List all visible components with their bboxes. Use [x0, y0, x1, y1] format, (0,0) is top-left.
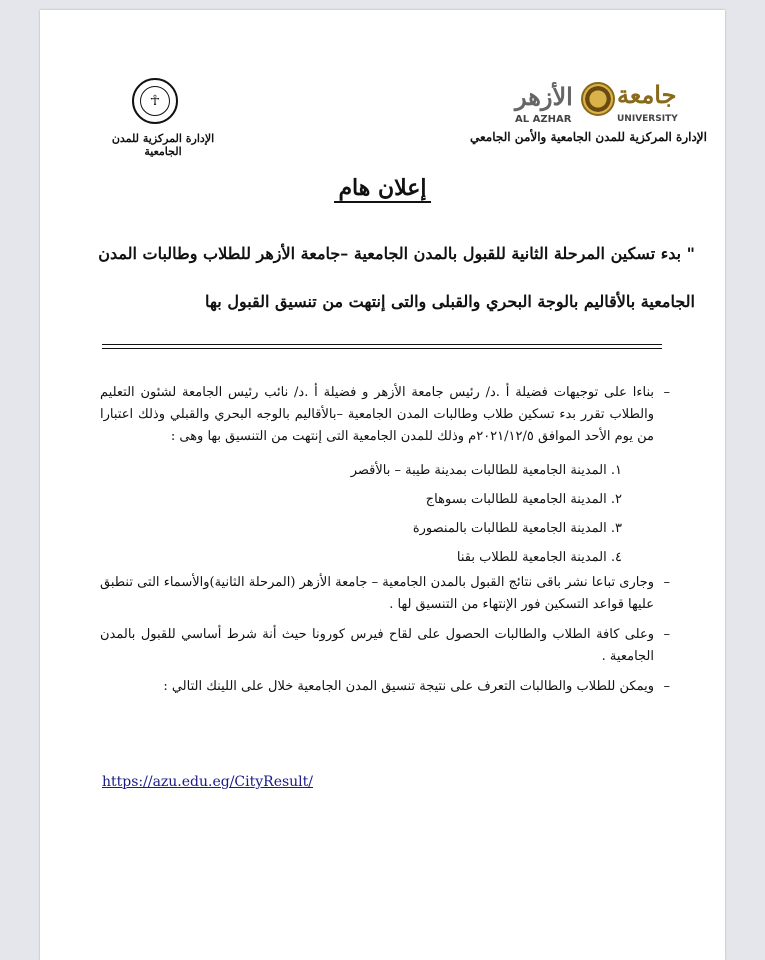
list-item: ٣. المدينة الجامعية للطالبات بالمنصورة	[412, 521, 622, 536]
announcement-subtitle	[80, 230, 695, 326]
university-logo-block	[470, 80, 707, 170]
emblem-symbol: ☥	[149, 93, 161, 109]
body-paragraph-2: – وجارى تباعا نشر باقى نتائج القبول بالمدن الجامعية – جامعة الأزهر (المرحلة الثانية)والأسماء التى تنطبق عليها قواعد التسكين فور الإنتهاء من التنسيق لها .	[100, 572, 670, 616]
body-paragraph-1: – بناءا على توجيهات فضيلة أ .د/ رئيس جامعة الأزهر و فضيلة أ .د/ نائب رئيس الجامعة لشئون التعليم والطلاب تقرر بدء تسكين طلاب وطالبات المدن الجامعية –بالأقاليم بالوجه البحري والقبلي وذلك اعتبارا من يوم الأحد الموافق ٢٠٢١/١٢/٥م وذلك للمدن الجامعية التى إنتهت من التنسيق بها وهى :	[100, 382, 670, 448]
list-item: ٤. المدينة الجامعية للطلاب بقنا	[456, 550, 622, 565]
announcement-title-text: إعلان هام	[334, 175, 430, 203]
subtitle-line-2: الجامعية بالأقاليم بالوجة البحري والقبلى والتى إنتهت من تنسيق القبول بها	[205, 292, 695, 311]
emblem-inner-icon	[140, 86, 170, 116]
left-department-name: الإدارة المركزية للمدن الجامعية	[111, 132, 215, 158]
city-result-link[interactable]: https://azu.edu.eg/CityResult/	[102, 774, 314, 790]
subtitle-line-1: " بدء تسكين المرحلة الثانية للقبول بالمدن الجامعية –جامعة الأزهر للطلاب وطالبات المدن	[98, 244, 695, 263]
divider-line-bottom	[102, 348, 662, 349]
university-name-en-part1: AL AZHAR	[515, 114, 572, 125]
dormitory-list	[100, 456, 670, 572]
university-name-ar-part2: الأزهر	[515, 82, 573, 111]
university-name-en-part2: UNIVERSITY	[617, 114, 678, 124]
announcement-body	[100, 382, 670, 706]
announcement-title	[40, 175, 725, 201]
body-paragraph-3: – وعلى كافة الطلاب والطالبات الحصول على لقاح فيرس كورونا حيث أنة شرط أساسي للقبول بالمدن الجامعية .	[100, 624, 670, 668]
letterhead	[40, 10, 725, 170]
list-item: ١. المدينة الجامعية للطالبات بمدينة طيبة – بالأقصر	[350, 463, 622, 478]
central-administration-emblem-icon	[132, 78, 178, 124]
body-paragraph-4: – ويمكن للطلاب والطالبات التعرف على نتيجة تنسيق المدن الجامعية خلال على اللينك التالي :	[100, 676, 670, 698]
divider-line-top	[102, 344, 662, 345]
right-department-name: الإدارة المركزية للمدن الجامعية والأمن الجامعي	[470, 130, 707, 144]
list-item: ٢. المدينة الجامعية للطالبات بسوهاج	[425, 492, 622, 507]
document-page	[40, 10, 725, 960]
university-name-ar-part1: جامعة	[617, 80, 677, 109]
al-azhar-emblem-icon	[581, 82, 615, 116]
